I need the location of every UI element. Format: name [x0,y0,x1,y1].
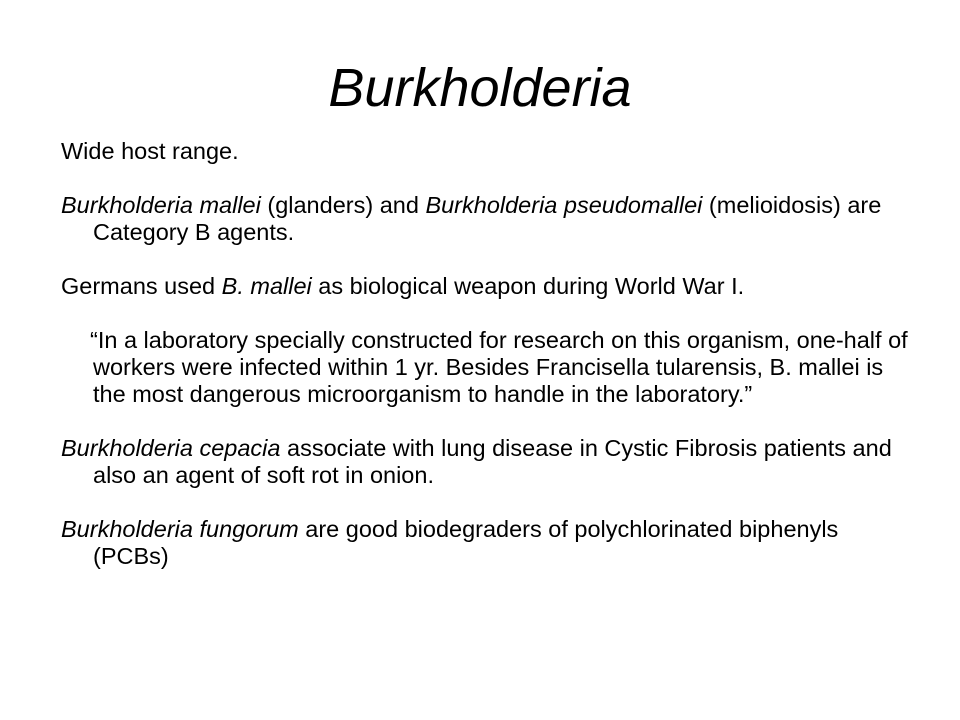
body-paragraph [61,192,911,246]
paragraph-text: as biological weapon during World War I. [311,273,745,299]
slide-title: Burkholderia [328,58,632,118]
italic-text: Burkholderia pseudomallei [425,192,703,218]
slide-body [61,138,911,597]
paragraph-text: Germans used [61,273,222,299]
body-paragraph [61,435,911,489]
italic-text: Burkholderia fungorum [61,516,299,542]
paragraph-text: “In a laboratory specially constructed for research on this organism, one-half of workers were infected within 1 yr. Besides Francisella tularensis, B. mallei is the most dangerous microorganism to handle in the laboratory.” [90,327,908,407]
body-paragraph [61,516,911,570]
paragraph-text: are good biodegraders of polychlorinated biphenyls (PCBs) [93,516,839,569]
italic-text: Burkholderia mallei [61,192,261,218]
italic-text: B. mallei [221,273,312,299]
paragraph-text: (glanders) and [260,192,426,218]
body-paragraph [61,273,911,300]
paragraph-text: (melioidosis) are Category B agents. [93,192,882,245]
body-paragraph [61,138,911,165]
paragraph-text: Wide host range. [61,138,239,164]
italic-text: Burkholderia cepacia [61,435,281,461]
paragraph-text: associate with lung disease in Cystic Fibrosis patients and also an agent of soft rot in onion. [93,435,892,488]
body-paragraph [61,327,911,408]
